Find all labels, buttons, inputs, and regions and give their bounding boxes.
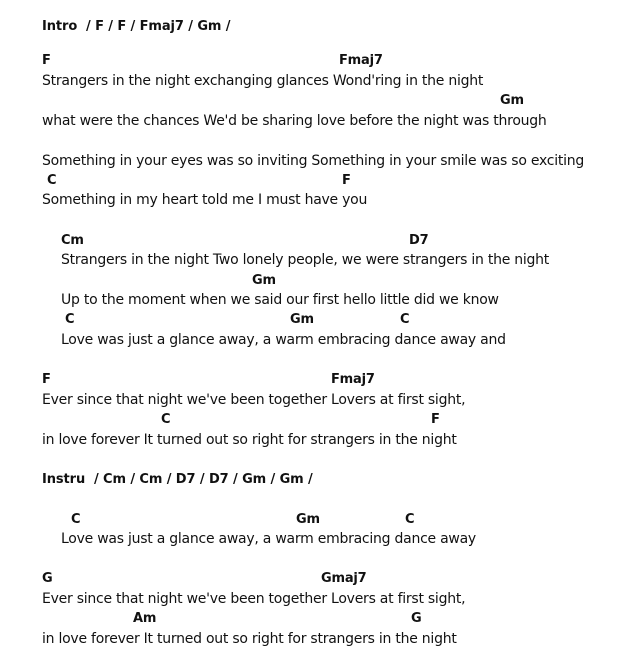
chord-label: F: [431, 412, 440, 427]
chord-label: Gm: [290, 312, 314, 327]
lyric-line: Strangers in the night Two lonely people, we were strangers in the night: [61, 252, 550, 268]
chord-label: C: [71, 512, 81, 527]
lyric-line: Strangers in the night exchanging glances Wond'ring in the night: [42, 73, 484, 89]
chord-label: C: [405, 512, 415, 527]
chord-label: Gmaj7: [321, 571, 367, 586]
lyric-line: in love forever It turned out so right for strangers in the night: [42, 631, 457, 647]
intro-line: Intro / F / F / Fmaj7 / Gm /: [42, 19, 231, 34]
chord-label: C: [65, 312, 75, 327]
chord-label: C: [161, 412, 171, 427]
chord-label: Fmaj7: [331, 372, 375, 387]
chord-label: G: [42, 571, 53, 586]
lyric-line: Up to the moment when we said our first hello little did we know: [61, 292, 499, 308]
chord-label: F: [42, 53, 51, 68]
chord-label: C: [47, 173, 57, 188]
instru-line: Instru / Cm / Cm / D7 / D7 / Gm / Gm /: [42, 472, 313, 487]
chord-label: F: [42, 372, 51, 387]
lyric-line: Love was just a glance away, a warm embracing dance away and: [61, 332, 506, 348]
chord-label: F: [342, 173, 351, 188]
lyric-line: Love was just a glance away, a warm embracing dance away: [61, 531, 476, 547]
chord-label: Am: [133, 611, 157, 626]
chord-label: D7: [409, 233, 429, 248]
chord-label: Cm: [61, 233, 84, 248]
chord-label: Gm: [500, 93, 524, 108]
chord-label: Fmaj7: [339, 53, 383, 68]
chord-label: Gm: [296, 512, 320, 527]
lyric-line: Something in my heart told me I must have you: [42, 192, 368, 208]
lyric-line: what were the chances We'd be sharing love before the night was through: [42, 113, 547, 129]
lyric-line: in love forever It turned out so right for strangers in the night: [42, 432, 457, 448]
lyric-line: Something in your eyes was so inviting Something in your smile was so exciting: [42, 153, 584, 169]
lyric-line: Ever since that night we've been together Lovers at first sight,: [42, 591, 466, 607]
chord-label: G: [411, 611, 422, 626]
lyric-line: Ever since that night we've been together Lovers at first sight,: [42, 392, 466, 408]
chord-label: Gm: [252, 273, 276, 288]
chord-label: C: [400, 312, 410, 327]
